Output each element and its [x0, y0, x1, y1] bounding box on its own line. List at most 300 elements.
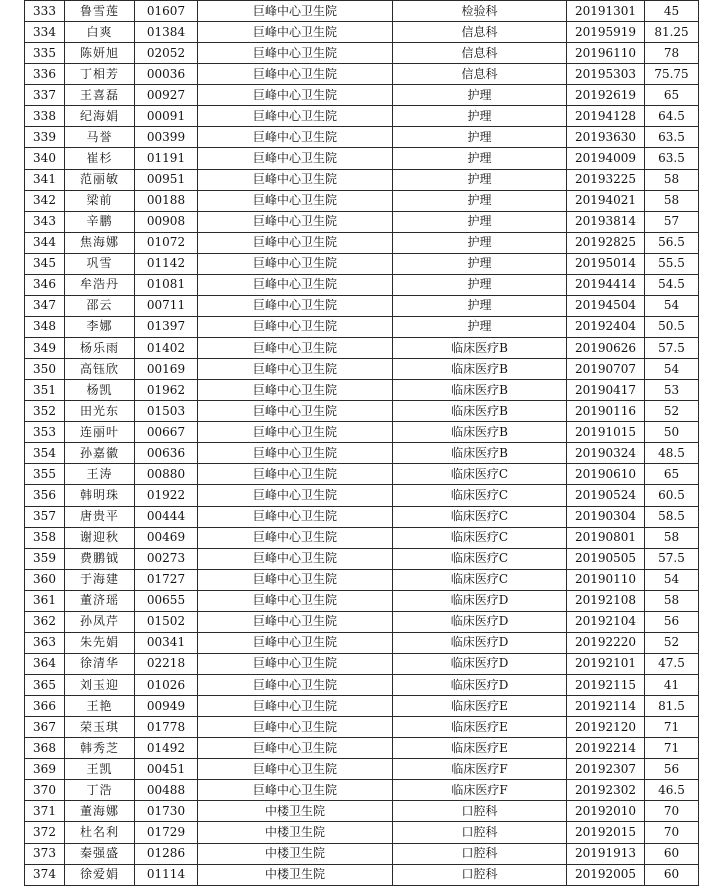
table-row [25, 148, 699, 169]
row-number-cell: 352 [25, 401, 65, 422]
table-row [25, 64, 699, 85]
applicant-code-cell: 00488 [135, 780, 198, 801]
table-row [25, 717, 699, 738]
exam-number-cell: 20192220 [567, 632, 645, 653]
exam-number-cell: 20194504 [567, 295, 645, 316]
exam-number-cell: 20190116 [567, 401, 645, 422]
applicant-code-cell: 00711 [135, 295, 198, 316]
position-cell: 临床医疗C [393, 506, 567, 527]
score-cell: 81.25 [645, 22, 699, 43]
row-number-cell: 356 [25, 485, 65, 506]
position-cell: 临床医疗C [393, 485, 567, 506]
name-cell: 崔杉 [65, 148, 135, 169]
name-cell: 王凯 [65, 759, 135, 780]
row-number-cell: 338 [25, 106, 65, 127]
score-cell: 70 [645, 822, 699, 843]
results-table [24, 0, 699, 886]
row-number-cell: 333 [25, 1, 65, 22]
row-number-cell: 354 [25, 443, 65, 464]
position-cell: 临床医疗C [393, 569, 567, 590]
unit-cell: 巨峰中心卫生院 [198, 632, 393, 653]
unit-cell: 巨峰中心卫生院 [198, 127, 393, 148]
table-row [25, 822, 699, 843]
score-cell: 54 [645, 569, 699, 590]
table-row [25, 43, 699, 64]
score-cell: 50.5 [645, 316, 699, 337]
position-cell: 临床医疗E [393, 696, 567, 717]
table-row [25, 443, 699, 464]
position-cell: 信息科 [393, 22, 567, 43]
unit-cell: 中楼卫生院 [198, 822, 393, 843]
table-row [25, 401, 699, 422]
table-row [25, 85, 699, 106]
score-cell: 41 [645, 675, 699, 696]
applicant-code-cell: 01191 [135, 148, 198, 169]
applicant-code-cell: 01778 [135, 717, 198, 738]
unit-cell: 巨峰中心卫生院 [198, 148, 393, 169]
row-number-cell: 357 [25, 506, 65, 527]
exam-number-cell: 20192619 [567, 85, 645, 106]
position-cell: 口腔科 [393, 822, 567, 843]
applicant-code-cell: 01286 [135, 843, 198, 864]
unit-cell: 中楼卫生院 [198, 843, 393, 864]
exam-number-cell: 20190505 [567, 548, 645, 569]
exam-number-cell: 20192404 [567, 316, 645, 337]
position-cell: 临床医疗D [393, 611, 567, 632]
name-cell: 丁浩 [65, 780, 135, 801]
table-row [25, 295, 699, 316]
unit-cell: 巨峰中心卫生院 [198, 232, 393, 253]
score-cell: 70 [645, 801, 699, 822]
score-cell: 56 [645, 759, 699, 780]
table-row [25, 611, 699, 632]
name-cell: 辛鹏 [65, 211, 135, 232]
name-cell: 于海建 [65, 569, 135, 590]
score-cell: 58.5 [645, 506, 699, 527]
applicant-code-cell: 00880 [135, 464, 198, 485]
table-row [25, 569, 699, 590]
position-cell: 临床医疗B [393, 401, 567, 422]
row-number-cell: 371 [25, 801, 65, 822]
table-row [25, 653, 699, 674]
position-cell: 临床医疗C [393, 464, 567, 485]
position-cell: 口腔科 [393, 864, 567, 885]
table-row [25, 1, 699, 22]
row-number-cell: 355 [25, 464, 65, 485]
exam-number-cell: 20194414 [567, 274, 645, 295]
unit-cell: 巨峰中心卫生院 [198, 211, 393, 232]
position-cell: 临床医疗C [393, 527, 567, 548]
exam-number-cell: 20192214 [567, 738, 645, 759]
position-cell: 护理 [393, 253, 567, 274]
name-cell: 巩雪 [65, 253, 135, 274]
row-number-cell: 346 [25, 274, 65, 295]
applicant-code-cell: 00451 [135, 759, 198, 780]
table-row [25, 22, 699, 43]
score-cell: 58 [645, 590, 699, 611]
position-cell: 护理 [393, 232, 567, 253]
row-number-cell: 362 [25, 611, 65, 632]
applicant-code-cell: 01026 [135, 675, 198, 696]
unit-cell: 巨峰中心卫生院 [198, 485, 393, 506]
unit-cell: 中楼卫生院 [198, 864, 393, 885]
exam-number-cell: 20192302 [567, 780, 645, 801]
position-cell: 护理 [393, 295, 567, 316]
name-cell: 田光东 [65, 401, 135, 422]
row-number-cell: 334 [25, 22, 65, 43]
unit-cell: 巨峰中心卫生院 [198, 422, 393, 443]
row-number-cell: 345 [25, 253, 65, 274]
table-row [25, 316, 699, 337]
row-number-cell: 370 [25, 780, 65, 801]
exam-number-cell: 20190324 [567, 443, 645, 464]
table-row [25, 274, 699, 295]
name-cell: 荣玉琪 [65, 717, 135, 738]
row-number-cell: 360 [25, 569, 65, 590]
applicant-code-cell: 00469 [135, 527, 198, 548]
exam-number-cell: 20190610 [567, 464, 645, 485]
table-row [25, 422, 699, 443]
row-number-cell: 368 [25, 738, 65, 759]
position-cell: 口腔科 [393, 843, 567, 864]
table-row [25, 675, 699, 696]
score-cell: 45 [645, 1, 699, 22]
table-row [25, 506, 699, 527]
position-cell: 临床医疗E [393, 717, 567, 738]
name-cell: 陈妍旭 [65, 43, 135, 64]
exam-number-cell: 20190110 [567, 569, 645, 590]
position-cell: 临床医疗C [393, 548, 567, 569]
score-cell: 54.5 [645, 274, 699, 295]
table-row [25, 232, 699, 253]
score-cell: 54 [645, 359, 699, 380]
applicant-code-cell: 01502 [135, 611, 198, 632]
position-cell: 口腔科 [393, 801, 567, 822]
unit-cell: 巨峰中心卫生院 [198, 64, 393, 85]
table-row [25, 127, 699, 148]
applicant-code-cell: 01384 [135, 22, 198, 43]
exam-number-cell: 20192108 [567, 590, 645, 611]
name-cell: 朱先娟 [65, 632, 135, 653]
applicant-code-cell: 00636 [135, 443, 198, 464]
unit-cell: 巨峰中心卫生院 [198, 548, 393, 569]
applicant-code-cell: 01922 [135, 485, 198, 506]
row-number-cell: 365 [25, 675, 65, 696]
exam-number-cell: 20194128 [567, 106, 645, 127]
row-number-cell: 374 [25, 864, 65, 885]
table-row [25, 864, 699, 885]
name-cell: 范丽敏 [65, 169, 135, 190]
score-cell: 78 [645, 43, 699, 64]
applicant-code-cell: 01607 [135, 1, 198, 22]
row-number-cell: 335 [25, 43, 65, 64]
exam-number-cell: 20193225 [567, 169, 645, 190]
table-row [25, 801, 699, 822]
applicant-code-cell: 00655 [135, 590, 198, 611]
unit-cell: 中楼卫生院 [198, 801, 393, 822]
row-number-cell: 349 [25, 338, 65, 359]
name-cell: 董海娜 [65, 801, 135, 822]
score-cell: 81.5 [645, 696, 699, 717]
position-cell: 临床医疗B [393, 380, 567, 401]
row-number-cell: 363 [25, 632, 65, 653]
unit-cell: 巨峰中心卫生院 [198, 338, 393, 359]
table-row [25, 843, 699, 864]
exam-number-cell: 20192115 [567, 675, 645, 696]
name-cell: 邵云 [65, 295, 135, 316]
name-cell: 杨凯 [65, 380, 135, 401]
exam-number-cell: 20191913 [567, 843, 645, 864]
score-cell: 63.5 [645, 127, 699, 148]
applicant-code-cell: 00399 [135, 127, 198, 148]
exam-number-cell: 20195014 [567, 253, 645, 274]
table-row [25, 590, 699, 611]
exam-number-cell: 20191015 [567, 422, 645, 443]
name-cell: 王喜磊 [65, 85, 135, 106]
score-cell: 71 [645, 717, 699, 738]
name-cell: 杨乐雨 [65, 338, 135, 359]
unit-cell: 巨峰中心卫生院 [198, 106, 393, 127]
row-number-cell: 348 [25, 316, 65, 337]
exam-number-cell: 20196110 [567, 43, 645, 64]
row-number-cell: 351 [25, 380, 65, 401]
applicant-code-cell: 01402 [135, 338, 198, 359]
score-cell: 60 [645, 864, 699, 885]
position-cell: 临床医疗B [393, 359, 567, 380]
position-cell: 护理 [393, 106, 567, 127]
score-cell: 53 [645, 380, 699, 401]
score-cell: 48.5 [645, 443, 699, 464]
position-cell: 护理 [393, 85, 567, 106]
unit-cell: 巨峰中心卫生院 [198, 401, 393, 422]
applicant-code-cell: 01503 [135, 401, 198, 422]
score-cell: 54 [645, 295, 699, 316]
exam-number-cell: 20192104 [567, 611, 645, 632]
exam-number-cell: 20192120 [567, 717, 645, 738]
score-cell: 56.5 [645, 232, 699, 253]
score-cell: 71 [645, 738, 699, 759]
table-row [25, 359, 699, 380]
applicant-code-cell: 01727 [135, 569, 198, 590]
score-cell: 58 [645, 527, 699, 548]
score-cell: 50 [645, 422, 699, 443]
applicant-code-cell: 01492 [135, 738, 198, 759]
exam-number-cell: 20195303 [567, 64, 645, 85]
exam-number-cell: 20194009 [567, 148, 645, 169]
row-number-cell: 344 [25, 232, 65, 253]
score-cell: 47.5 [645, 653, 699, 674]
applicant-code-cell: 00444 [135, 506, 198, 527]
position-cell: 临床医疗D [393, 653, 567, 674]
applicant-code-cell: 00169 [135, 359, 198, 380]
score-cell: 65 [645, 464, 699, 485]
position-cell: 临床医疗F [393, 759, 567, 780]
table-row [25, 211, 699, 232]
unit-cell: 巨峰中心卫生院 [198, 253, 393, 274]
score-cell: 56 [645, 611, 699, 632]
row-number-cell: 343 [25, 211, 65, 232]
row-number-cell: 364 [25, 653, 65, 674]
score-cell: 60 [645, 843, 699, 864]
unit-cell: 巨峰中心卫生院 [198, 653, 393, 674]
unit-cell: 巨峰中心卫生院 [198, 169, 393, 190]
name-cell: 王艳 [65, 696, 135, 717]
applicant-code-cell: 00927 [135, 85, 198, 106]
unit-cell: 巨峰中心卫生院 [198, 295, 393, 316]
name-cell: 董济瑶 [65, 590, 135, 611]
unit-cell: 巨峰中心卫生院 [198, 190, 393, 211]
row-number-cell: 350 [25, 359, 65, 380]
applicant-code-cell: 00908 [135, 211, 198, 232]
table-row [25, 780, 699, 801]
table-row [25, 380, 699, 401]
applicant-code-cell: 00341 [135, 632, 198, 653]
exam-number-cell: 20193814 [567, 211, 645, 232]
unit-cell: 巨峰中心卫生院 [198, 506, 393, 527]
score-cell: 46.5 [645, 780, 699, 801]
name-cell: 唐贵平 [65, 506, 135, 527]
applicant-code-cell: 00091 [135, 106, 198, 127]
position-cell: 护理 [393, 148, 567, 169]
unit-cell: 巨峰中心卫生院 [198, 359, 393, 380]
name-cell: 白爽 [65, 22, 135, 43]
applicant-code-cell: 00188 [135, 190, 198, 211]
unit-cell: 巨峰中心卫生院 [198, 1, 393, 22]
position-cell: 护理 [393, 274, 567, 295]
applicant-code-cell: 01729 [135, 822, 198, 843]
exam-number-cell: 20192307 [567, 759, 645, 780]
row-number-cell: 366 [25, 696, 65, 717]
row-number-cell: 336 [25, 64, 65, 85]
score-cell: 65 [645, 85, 699, 106]
exam-number-cell: 20192825 [567, 232, 645, 253]
score-cell: 63.5 [645, 148, 699, 169]
name-cell: 鲁雪莲 [65, 1, 135, 22]
table-row [25, 169, 699, 190]
table-row [25, 759, 699, 780]
score-cell: 55.5 [645, 253, 699, 274]
name-cell: 孙嘉徽 [65, 443, 135, 464]
name-cell: 梁前 [65, 190, 135, 211]
applicant-code-cell: 01072 [135, 232, 198, 253]
unit-cell: 巨峰中心卫生院 [198, 316, 393, 337]
name-cell: 秦强盛 [65, 843, 135, 864]
row-number-cell: 353 [25, 422, 65, 443]
table-row [25, 696, 699, 717]
exam-number-cell: 20192005 [567, 864, 645, 885]
unit-cell: 巨峰中心卫生院 [198, 22, 393, 43]
unit-cell: 巨峰中心卫生院 [198, 759, 393, 780]
row-number-cell: 342 [25, 190, 65, 211]
applicant-code-cell: 01962 [135, 380, 198, 401]
applicant-code-cell: 02218 [135, 653, 198, 674]
row-number-cell: 359 [25, 548, 65, 569]
unit-cell: 巨峰中心卫生院 [198, 569, 393, 590]
position-cell: 临床医疗D [393, 590, 567, 611]
table-row [25, 106, 699, 127]
unit-cell: 巨峰中心卫生院 [198, 527, 393, 548]
name-cell: 杜名利 [65, 822, 135, 843]
row-number-cell: 337 [25, 85, 65, 106]
exam-number-cell: 20190707 [567, 359, 645, 380]
table-row [25, 485, 699, 506]
applicant-code-cell: 00667 [135, 422, 198, 443]
applicant-code-cell: 01142 [135, 253, 198, 274]
unit-cell: 巨峰中心卫生院 [198, 443, 393, 464]
table-row [25, 464, 699, 485]
name-cell: 纪海娟 [65, 106, 135, 127]
applicant-code-cell: 01730 [135, 801, 198, 822]
table-row [25, 548, 699, 569]
position-cell: 护理 [393, 316, 567, 337]
exam-number-cell: 20194021 [567, 190, 645, 211]
applicant-code-cell: 00951 [135, 169, 198, 190]
table-row [25, 253, 699, 274]
name-cell: 牟浩丹 [65, 274, 135, 295]
score-cell: 75.75 [645, 64, 699, 85]
unit-cell: 巨峰中心卫生院 [198, 717, 393, 738]
position-cell: 临床医疗B [393, 443, 567, 464]
exam-number-cell: 20193630 [567, 127, 645, 148]
position-cell: 检验科 [393, 1, 567, 22]
table-row [25, 632, 699, 653]
position-cell: 信息科 [393, 64, 567, 85]
name-cell: 费鹏钺 [65, 548, 135, 569]
exam-number-cell: 20191301 [567, 1, 645, 22]
exam-number-cell: 20192015 [567, 822, 645, 843]
table-row [25, 338, 699, 359]
applicant-code-cell: 01114 [135, 864, 198, 885]
score-cell: 52 [645, 401, 699, 422]
exam-number-cell: 20190801 [567, 527, 645, 548]
unit-cell: 巨峰中心卫生院 [198, 43, 393, 64]
row-number-cell: 369 [25, 759, 65, 780]
name-cell: 谢迎秋 [65, 527, 135, 548]
row-number-cell: 341 [25, 169, 65, 190]
unit-cell: 巨峰中心卫生院 [198, 274, 393, 295]
score-cell: 57.5 [645, 548, 699, 569]
position-cell: 临床医疗D [393, 632, 567, 653]
row-number-cell: 372 [25, 822, 65, 843]
name-cell: 徐清华 [65, 653, 135, 674]
position-cell: 护理 [393, 127, 567, 148]
table-body [25, 1, 699, 886]
score-cell: 52 [645, 632, 699, 653]
row-number-cell: 339 [25, 127, 65, 148]
exam-number-cell: 20192010 [567, 801, 645, 822]
unit-cell: 巨峰中心卫生院 [198, 464, 393, 485]
row-number-cell: 373 [25, 843, 65, 864]
unit-cell: 巨峰中心卫生院 [198, 380, 393, 401]
applicant-code-cell: 01081 [135, 274, 198, 295]
position-cell: 临床医疗B [393, 422, 567, 443]
applicant-code-cell: 02052 [135, 43, 198, 64]
score-cell: 57.5 [645, 338, 699, 359]
unit-cell: 巨峰中心卫生院 [198, 611, 393, 632]
unit-cell: 巨峰中心卫生院 [198, 590, 393, 611]
position-cell: 护理 [393, 211, 567, 232]
applicant-code-cell: 01397 [135, 316, 198, 337]
row-number-cell: 358 [25, 527, 65, 548]
applicant-code-cell: 00949 [135, 696, 198, 717]
exam-number-cell: 20190524 [567, 485, 645, 506]
score-cell: 57 [645, 211, 699, 232]
name-cell: 韩秀芝 [65, 738, 135, 759]
position-cell: 临床医疗E [393, 738, 567, 759]
name-cell: 马誉 [65, 127, 135, 148]
name-cell: 连丽叶 [65, 422, 135, 443]
applicant-code-cell: 00036 [135, 64, 198, 85]
